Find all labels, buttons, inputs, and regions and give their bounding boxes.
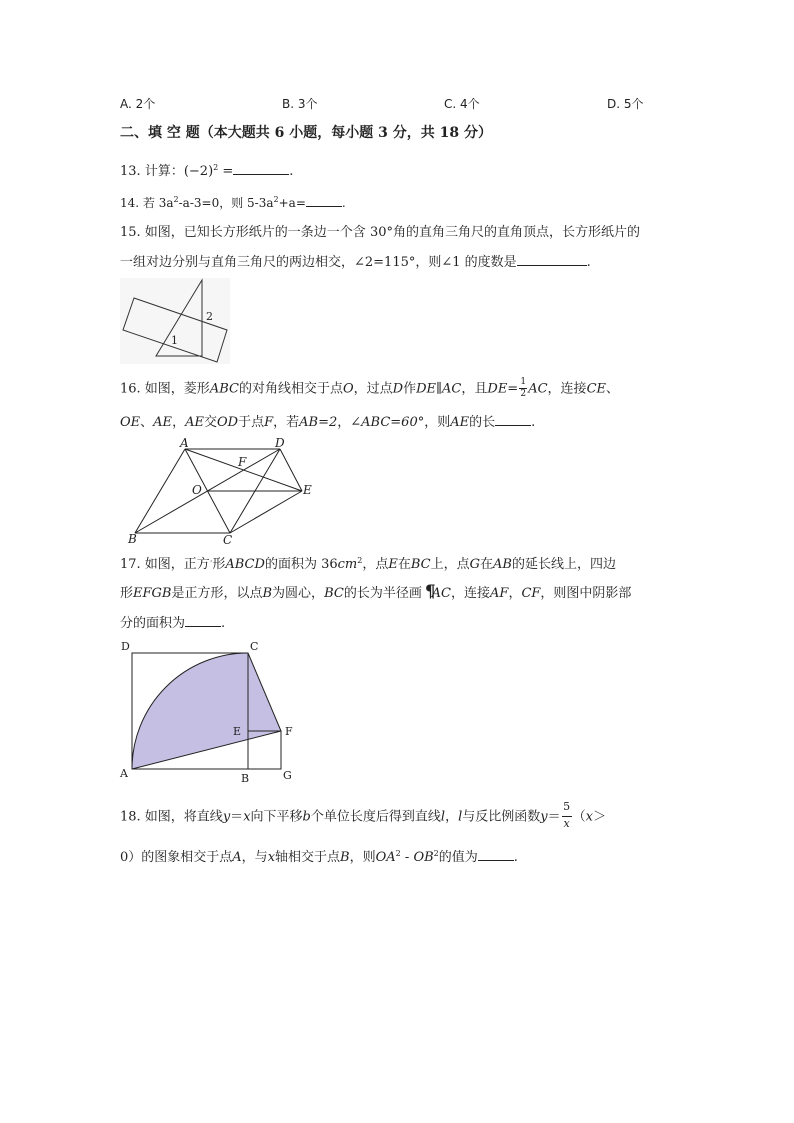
- q13-exp: 2: [213, 163, 219, 172]
- q14-end: .: [341, 196, 346, 210]
- q18-text: 与反比例函数: [462, 809, 541, 825]
- q16-text: 于点: [238, 415, 265, 430]
- q17-text: 为圆心，: [272, 586, 325, 601]
- q18-text: ＝: [230, 809, 244, 825]
- option-c: C. 4个: [444, 97, 480, 111]
- q17-var-bc: BC: [410, 557, 431, 572]
- q16-frac-num: 1: [520, 377, 527, 387]
- q16-text: 作: [403, 381, 417, 397]
- q13-text: 计算：: [144, 164, 184, 179]
- q17-var-e: E: [388, 557, 398, 572]
- q17-text: ，则图中阴影部: [540, 586, 632, 601]
- q18-text: 18. 如图，将直线: [120, 809, 223, 825]
- q16-var-od: OD: [216, 415, 239, 430]
- q18-text: -: [400, 850, 414, 865]
- q16-label-o: O: [192, 483, 202, 497]
- q17-text: ，连接: [451, 586, 491, 601]
- q16-seg-ce: [230, 491, 302, 533]
- q18-var-x: x: [585, 809, 593, 825]
- q16-text: ，∠: [337, 415, 362, 430]
- q17-label-a: A: [120, 767, 128, 780]
- q14-post: +a=: [278, 196, 306, 210]
- q16-var-ac: AC: [528, 381, 548, 397]
- q17-var-af: AF: [490, 586, 509, 601]
- q17-var-b: B: [262, 586, 273, 601]
- q18-text: （: [572, 809, 586, 825]
- q16-var-f: F: [264, 415, 274, 430]
- q18-text: 个单位长度后得到直线: [310, 809, 441, 825]
- q18-var-l: l: [440, 809, 446, 825]
- option-d: D. 5个: [607, 97, 644, 111]
- q16-var-de: DE=: [487, 381, 519, 397]
- q18-var-b: B: [340, 850, 350, 865]
- q15-line2: [120, 253, 591, 271]
- q16-text: 的对角线相交于点: [238, 381, 343, 397]
- q18-text: 0）的图象相交于点: [120, 850, 233, 865]
- option-a: A. 2个: [120, 97, 156, 111]
- q16-var-ae: AE: [450, 415, 470, 430]
- q16-text: ，: [172, 415, 186, 430]
- q16-text: 交: [203, 415, 217, 430]
- q13-end: .: [289, 164, 294, 179]
- q18-line1: [120, 800, 607, 830]
- q17-answer-blank[interactable]: [185, 614, 221, 627]
- q17-label-b: B: [241, 772, 250, 785]
- q17-var-ab: AB: [493, 557, 512, 572]
- q16-end: .: [531, 415, 536, 430]
- q17-text: 形: [120, 586, 134, 601]
- q16-line2: [120, 413, 535, 431]
- q16-label-a: A: [180, 436, 189, 450]
- q18-answer-blank[interactable]: [478, 848, 514, 861]
- question-13: [120, 160, 293, 180]
- q17-line2: [120, 584, 631, 602]
- q17-text: 在: [480, 557, 494, 572]
- q17-end: .: [221, 616, 226, 631]
- q18-var-x: x: [267, 850, 276, 865]
- q16-text: 的长: [469, 415, 496, 430]
- q16-figure: [125, 436, 325, 546]
- q18-var-x: x: [243, 809, 251, 825]
- q17-text: 在: [397, 557, 411, 572]
- q15-figure-bg: [120, 278, 230, 364]
- q16-var-ce: CE: [586, 381, 606, 397]
- q17-text: 的延长线上，四边: [511, 557, 616, 572]
- q17-label-e: E: [233, 725, 242, 738]
- q18-var-y: y: [540, 809, 548, 825]
- q15-angle-2-label: 2: [206, 310, 213, 323]
- option-b: B. 3个: [282, 97, 318, 111]
- q18-var-l: l: [458, 809, 463, 825]
- q16-var-o: O: [342, 381, 354, 397]
- q17-label-d: D: [121, 640, 130, 653]
- q17-label-f: F: [285, 725, 293, 738]
- q16-label-d: D: [275, 436, 285, 450]
- q17-var-bc: BC: [324, 586, 344, 601]
- q18-sup: 2: [395, 849, 401, 858]
- q16-var-ab: AB=2: [299, 415, 338, 430]
- q16-answer-blank[interactable]: [495, 413, 531, 426]
- q14-answer-blank[interactable]: [306, 194, 342, 207]
- q17-label-g: G: [283, 769, 292, 782]
- q17-shaded-region: [132, 653, 281, 769]
- q15-line2-text: 一组对边分别与直角三角尺的两边相交，∠2=115°，则∠1 的度数是: [120, 255, 517, 270]
- q18-text: ，: [445, 809, 459, 825]
- q18-fraction: [561, 800, 573, 830]
- q16-label-e: E: [303, 483, 312, 497]
- q16-side-ab: [135, 449, 185, 533]
- q13-expr: (−2): [183, 164, 214, 179]
- q17-line3: [120, 614, 225, 632]
- q17-arc-ac: AC: [431, 586, 451, 601]
- q17-text: 上，点: [430, 557, 470, 572]
- q17-text: 分的面积为: [120, 616, 186, 631]
- q17-var-abcd: ABCD: [225, 557, 265, 572]
- q16-text: ，连接: [547, 381, 587, 397]
- q13-number: 13.: [120, 164, 141, 179]
- q15-angle-1-label: 1: [171, 334, 178, 347]
- q18-frac-num: 5: [563, 800, 571, 813]
- q17-arc-symbol: ¶: [424, 582, 436, 602]
- q14-mid: -a-3=0，则 5-3a: [178, 196, 274, 210]
- q16-text: 、: [140, 415, 154, 430]
- q16-var-angle: ABC=60°: [361, 415, 425, 430]
- q14-sup1: 2: [173, 195, 179, 204]
- q13-eq: =: [218, 164, 234, 179]
- q18-text: ，与: [241, 850, 268, 865]
- q18-text: 向下平移: [250, 809, 303, 825]
- q17-label-c: C: [250, 640, 259, 653]
- q15-end: .: [586, 255, 591, 270]
- q18-text: 轴相交于点: [275, 850, 341, 865]
- q18-line2: [120, 846, 518, 866]
- q17-var-efgb: EFGB: [133, 586, 172, 601]
- q16-text: 16. 如图，菱形: [120, 381, 210, 397]
- question-14: [120, 192, 346, 211]
- q17-figure: [115, 636, 305, 786]
- q18-text: ＞: [593, 809, 607, 825]
- q18-text: 的值为: [438, 850, 478, 865]
- q17-dot: ·: [209, 557, 213, 566]
- q14-number: 14.: [120, 196, 140, 210]
- q18-var-ob: OB: [413, 850, 434, 865]
- q16-var-ae: AE: [153, 415, 173, 430]
- q18-frac-den: x: [563, 817, 570, 830]
- q17-var-cf: CF: [521, 586, 541, 601]
- q17-text: 的长为半径画: [343, 586, 422, 601]
- q16-var-abc: ABC: [209, 381, 239, 397]
- q16-fraction: [518, 377, 528, 399]
- q14-pre: 若 3a: [142, 196, 174, 210]
- q15-answer-blank[interactable]: [517, 253, 587, 266]
- q17-text: ，: [508, 586, 522, 601]
- q17-text: ，点: [362, 557, 389, 572]
- q14-sup2: 2: [273, 195, 279, 204]
- q18-text: ，则: [349, 850, 376, 865]
- q17-unit-sup: 2: [357, 556, 363, 565]
- q16-frac-den: 2: [520, 389, 527, 399]
- q13-answer-blank[interactable]: [233, 162, 289, 175]
- q17-var-g: G: [469, 557, 481, 572]
- section-header: 二、填 空 题（本大题共 6 小题，每小题 3 分，共 18 分）: [120, 125, 492, 141]
- q15-line1: 15. 如图，已知长方形纸片的一条边一个含 30°角的直角三角尺的直角顶点，长方形纸片的: [120, 225, 640, 240]
- q18-text: ＝: [547, 809, 561, 825]
- q16-var-de-ac: DE∥AC: [416, 381, 462, 397]
- q18-var-a: A: [232, 850, 242, 865]
- q17-text: 17. 如图，正方: [120, 557, 210, 572]
- q16-var-d: D: [392, 381, 404, 397]
- q17-unit-cm: cm: [337, 557, 358, 572]
- q16-text: 、: [606, 381, 620, 397]
- q16-var-oe: OE: [120, 415, 141, 430]
- q16-text: ，且: [461, 381, 488, 397]
- q17-text: 形: [212, 557, 226, 572]
- q16-label-f: F: [238, 455, 247, 469]
- q16-text: ，过点: [353, 381, 393, 397]
- q15-figure: [120, 278, 230, 364]
- q18-sup: 2: [433, 849, 439, 858]
- q18-end: .: [513, 850, 518, 865]
- q18-var-y: y: [222, 809, 231, 825]
- q16-label-b: B: [128, 532, 137, 546]
- q17-text: 的面积为 36: [264, 557, 338, 572]
- q16-label-c: C: [223, 533, 233, 547]
- q16-var-ae: AE: [185, 415, 204, 430]
- q17-text: 是正方形，以点: [171, 586, 263, 601]
- q17-line1: [120, 553, 616, 573]
- q16-text: ，则: [424, 415, 451, 430]
- q16-text: ，若: [273, 415, 300, 430]
- q18-var-oa: OA: [375, 850, 396, 865]
- q16-line1: [120, 377, 620, 399]
- q18-var-b: b: [302, 809, 311, 825]
